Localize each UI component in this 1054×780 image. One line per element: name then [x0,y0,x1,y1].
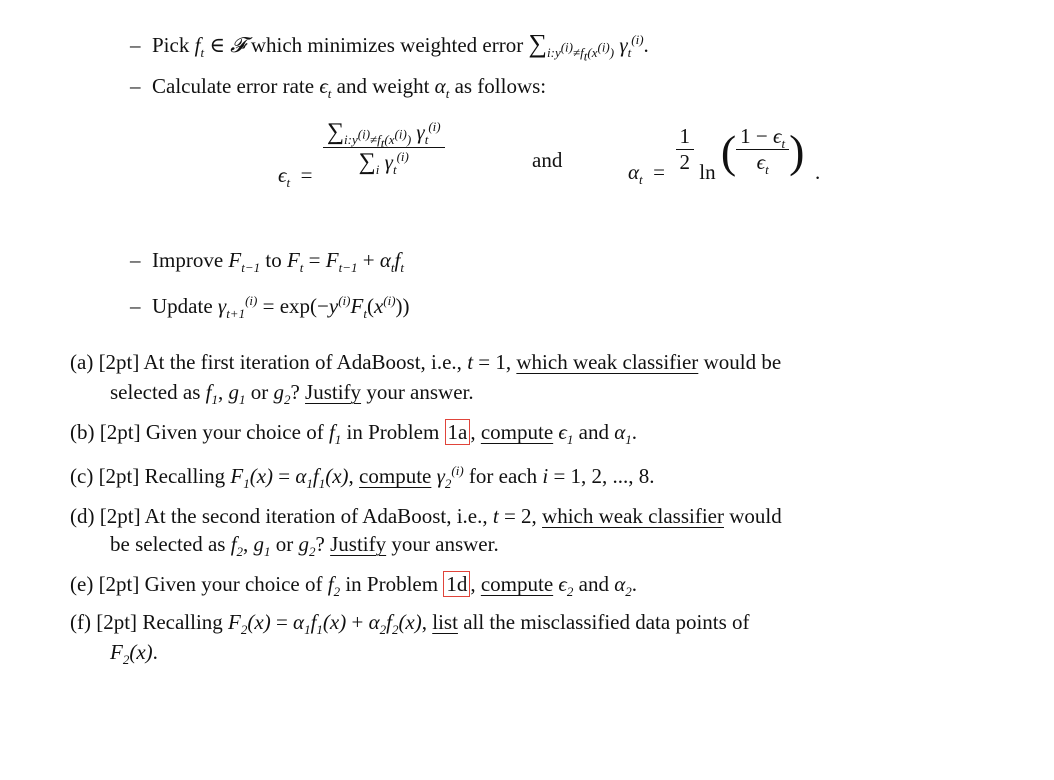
alpha-formula: $\alpha_t$ = $\frac{1}{2}$ ln ( $\frac{1 - \epsilon_t}{\epsilon_t}$ ) . [628,124,821,187]
question-a-line2: selected as $f_1$, $g_1$ or $g_2$? Justify your answer. [110,380,474,408]
question-a: (a) [2pt] At the first iteration of AdaBoost, i.e., t = 1, which weak classifier would be [70,350,782,374]
bullet-pick: – Pick $f_t$ ∈ 𝓕 which minimizes weighted error $\sum_{i:y^{(i)}\ne f_t(x^{(i)})}$ $\gamma_t^{(i)}$. [130,29,649,64]
bullet-calculate: – Calculate error rate $\epsilon_t$ and weight $\alpha_t$ as follows: [130,74,547,102]
error-rate-formula: $\epsilon_t$ = $\frac{\sum_{i:y^{(i)}\ne f_t(x^{(i)})} \gamma_t^{(i)}}{\sum_i \gamma_t^{(i)}}$ and $\alpha_t$ = $\frac{1}{2}$ ln ( $\frac{1 - \epsilon_t}{\epsilon_t}$ ) . [278,119,821,191]
question-d: (d) [2pt] At the second iteration of AdaBoost, i.e., t = 2, which weak classifier would [70,504,782,528]
problem-ref-1d[interactable]: 1d [443,571,470,597]
question-d-line2: be selected as $f_2$, $g_1$ or $g_2$? Justify your answer. [110,532,499,560]
question-e: (e) [2pt] Given your choice of $f_2$ in Problem 1d , compute $\epsilon_2$ and $\alpha_2$. [70,572,637,600]
and-text: and [532,148,563,172]
question-b: (b) [2pt] Given your choice of $f_1$ in Problem 1a , compute $\epsilon_1$ and $\alpha_1$. [70,420,637,448]
question-f-line2: $F_2(x)$. [110,640,158,668]
bullet-improve: – Improve $F_{t-1}$ to $F_t = F_{t-1} + \alpha_tf_t$ [130,248,404,276]
bullet-update: – Update $\gamma_{t+1}^{(i)} = \exp(-y^{(i)}F_t(x^{(i)}))$ [130,293,410,322]
question-f: (f) [2pt] Recalling $F_2(x) = \alpha_1f_1(x) + \alpha_2f_2(x)$, list all the misclassified data points of [70,610,750,638]
problem-ref-1a[interactable]: 1a [445,419,471,445]
question-c: (c) [2pt] Recalling $F_1(x) = \alpha_1f_1(x)$, compute $\gamma_2^{(i)}$ for each i = 1, 2, ..., 8. [70,463,655,492]
